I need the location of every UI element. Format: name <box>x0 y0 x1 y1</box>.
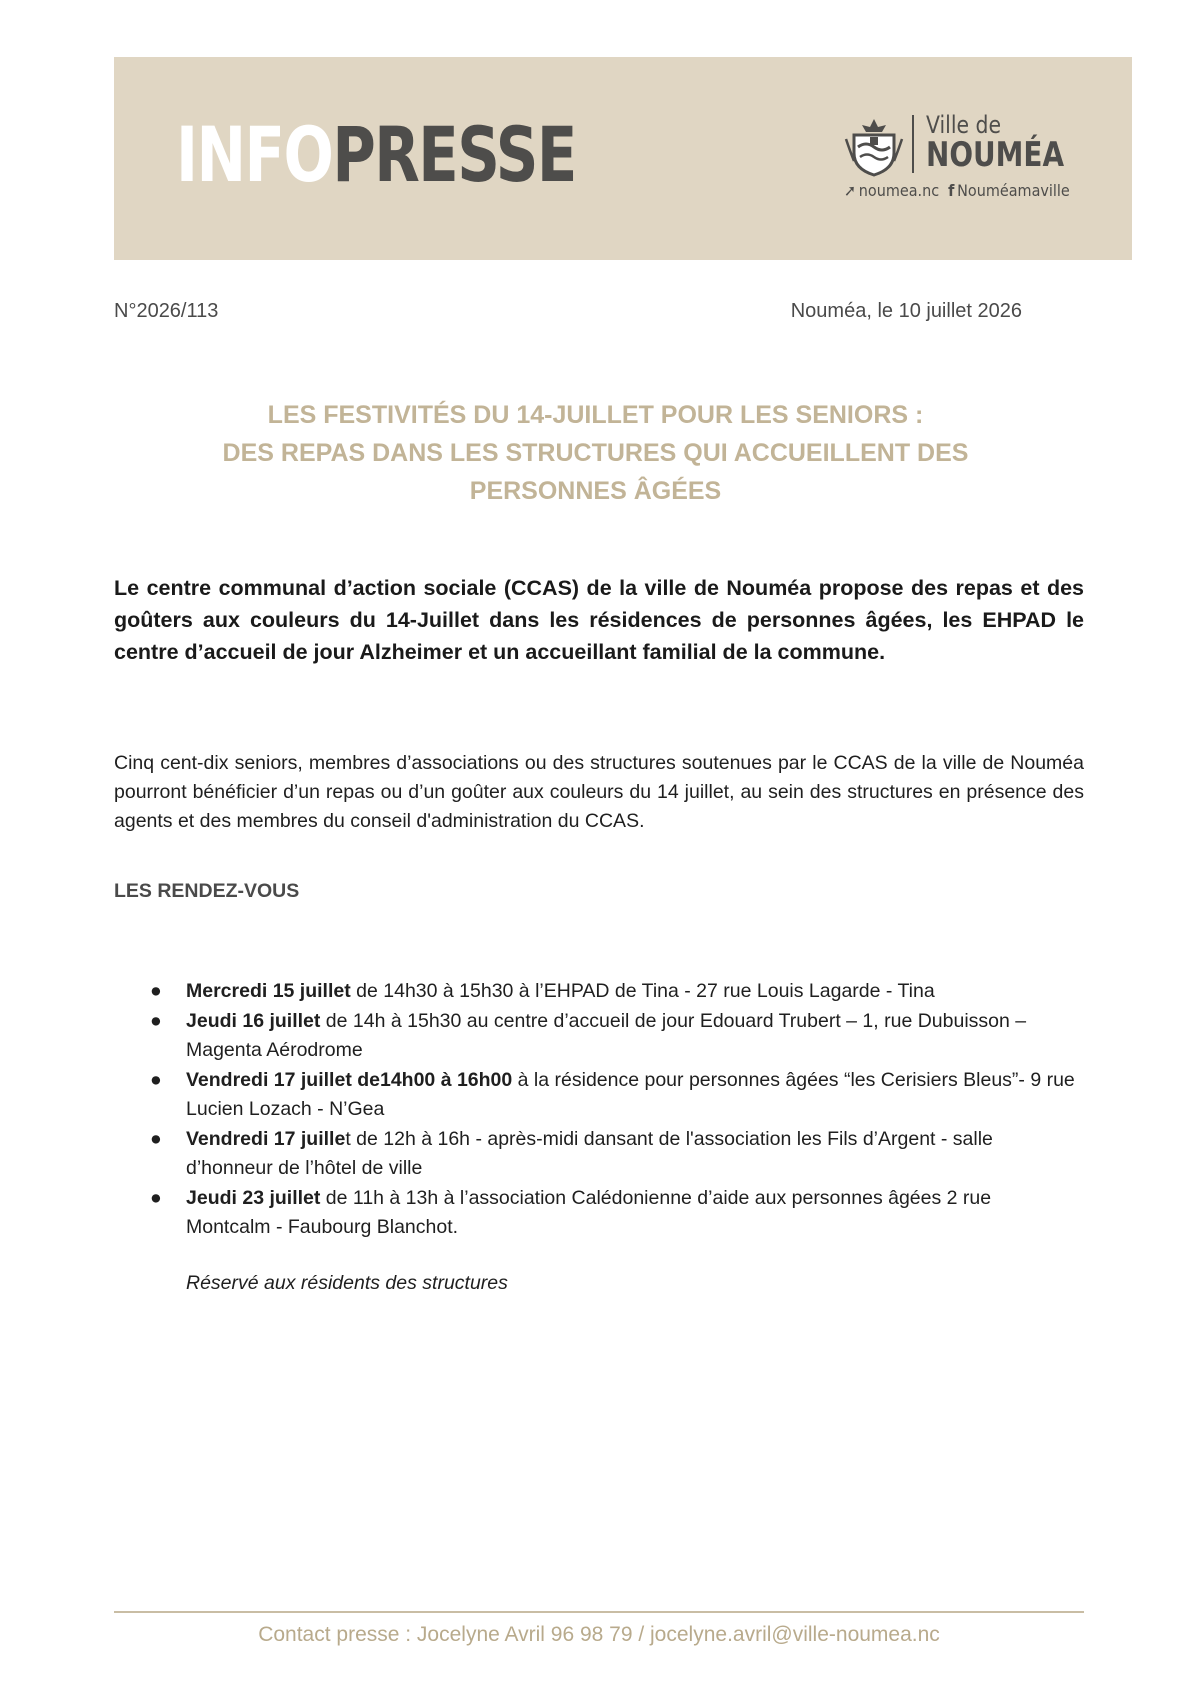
infopresse-logo <box>176 110 576 199</box>
bullet: ● <box>150 1009 162 1032</box>
rdv-date: Jeudi 16 juillet <box>186 1009 321 1032</box>
ville-de-noumea-logo <box>844 111 1094 205</box>
press-release-number: N°2026/113 <box>114 300 219 322</box>
lead-paragraph: Le centre communal d’action sociale (CCAS) de la ville de Nouméa propose des repas et des goûters aux couleurs du 14-Juillet dans les résidences de personnes âgées, les EHPAD le centre d’accueil de jour Alzheimer et un accueillant familial de la commune. <box>114 576 1084 664</box>
rdv-date: Mercredi 15 juillet <box>186 980 351 1002</box>
headline-line-2: DES REPAS DANS LES STRUCTURES QUI ACCUEILLENT DES <box>222 439 969 467</box>
rdv-details: de 11h à 13h à l’association Calédonienne d’aide aux personnes âgées 2 rue Montcalm - Faubourg Blanchot. <box>186 1186 992 1238</box>
list-item <box>150 1125 1080 1184</box>
bullet: ● <box>150 1186 162 1209</box>
list-item <box>150 1007 1080 1066</box>
headline-line-1: LES FESTIVITÉS DU 14-JUILLET POUR LES SENIORS : <box>267 401 924 429</box>
facebook-icon: f <box>948 181 955 200</box>
rdv-date: Jeudi 23 juillet <box>186 1186 321 1209</box>
logo-info-text: INFO <box>176 110 333 199</box>
city-links <box>844 181 1070 200</box>
rdv-details: t de 12h à 16h - après-midi dansant de l'association les Fils d’Argent - salle d’honneur de l’hôtel de ville <box>186 1127 993 1179</box>
site-link[interactable]: noumea.nc <box>858 181 940 200</box>
list-item <box>150 1184 1080 1243</box>
bullet: ● <box>150 1068 162 1091</box>
logo-presse-text: PRESSE <box>332 110 576 199</box>
logo-divider <box>912 115 914 173</box>
city-prefix: Ville de <box>926 111 1002 139</box>
noumea-crest-icon <box>844 117 904 177</box>
rendezvous-list <box>150 977 1080 1243</box>
list-item <box>150 977 1080 1007</box>
press-contact: Contact presse : Jocelyne Avril 96 98 79 / jocelyne.avril@ville-noumea.nc <box>258 1623 940 1646</box>
rdv-details: de 14h à 15h30 au centre d’accueil de jour Edouard Trubert – 1, rue Dubuisson – Magenta Aérodrome <box>186 1009 1027 1061</box>
bullet: ● <box>150 1127 162 1150</box>
headline-line-3: PERSONNES ÂGÉES <box>469 477 722 505</box>
rdv-details: de 14h30 à 15h30 à l’EHPAD de Tina - 27 rue Louis Lagarde - Tina <box>350 980 935 1002</box>
city-name: NOUMÉA <box>926 135 1065 175</box>
social-link[interactable]: Nouméamaville <box>957 181 1070 200</box>
footer-divider <box>114 1611 1084 1613</box>
rdv-date: Vendredi 17 juillet de14h00 à 16h00 <box>186 1068 513 1091</box>
headline <box>114 396 1077 510</box>
list-item <box>150 1066 1080 1125</box>
rdv-details: à la résidence pour personnes âgées “les Cerisiers Bleus”- 9 rue Lucien Lozach - N’Gea <box>186 1068 1075 1120</box>
reserved-note: Réservé aux résidents des structures <box>186 1272 508 1294</box>
rdv-date: Vendredi 17 juille <box>186 1127 346 1150</box>
press-release-date: Nouméa, le 10 juillet 2026 <box>790 300 1022 322</box>
section-title-rendezvous: LES RENDEZ-VOUS <box>114 880 300 902</box>
press-banner <box>114 57 1132 260</box>
bullet: ● <box>150 980 162 1002</box>
cursor-arrow-icon: ➚ <box>844 181 857 200</box>
body-paragraph: Cinq cent-dix seniors, membres d’associations ou des structures soutenues par le CCAS de la ville de Nouméa pourront bénéficier d’un repas ou d’un goûter aux couleurs du 14 juillet, au sein des structures en présence des agents et des membres du conseil d'administration du CCAS. <box>114 752 1084 832</box>
